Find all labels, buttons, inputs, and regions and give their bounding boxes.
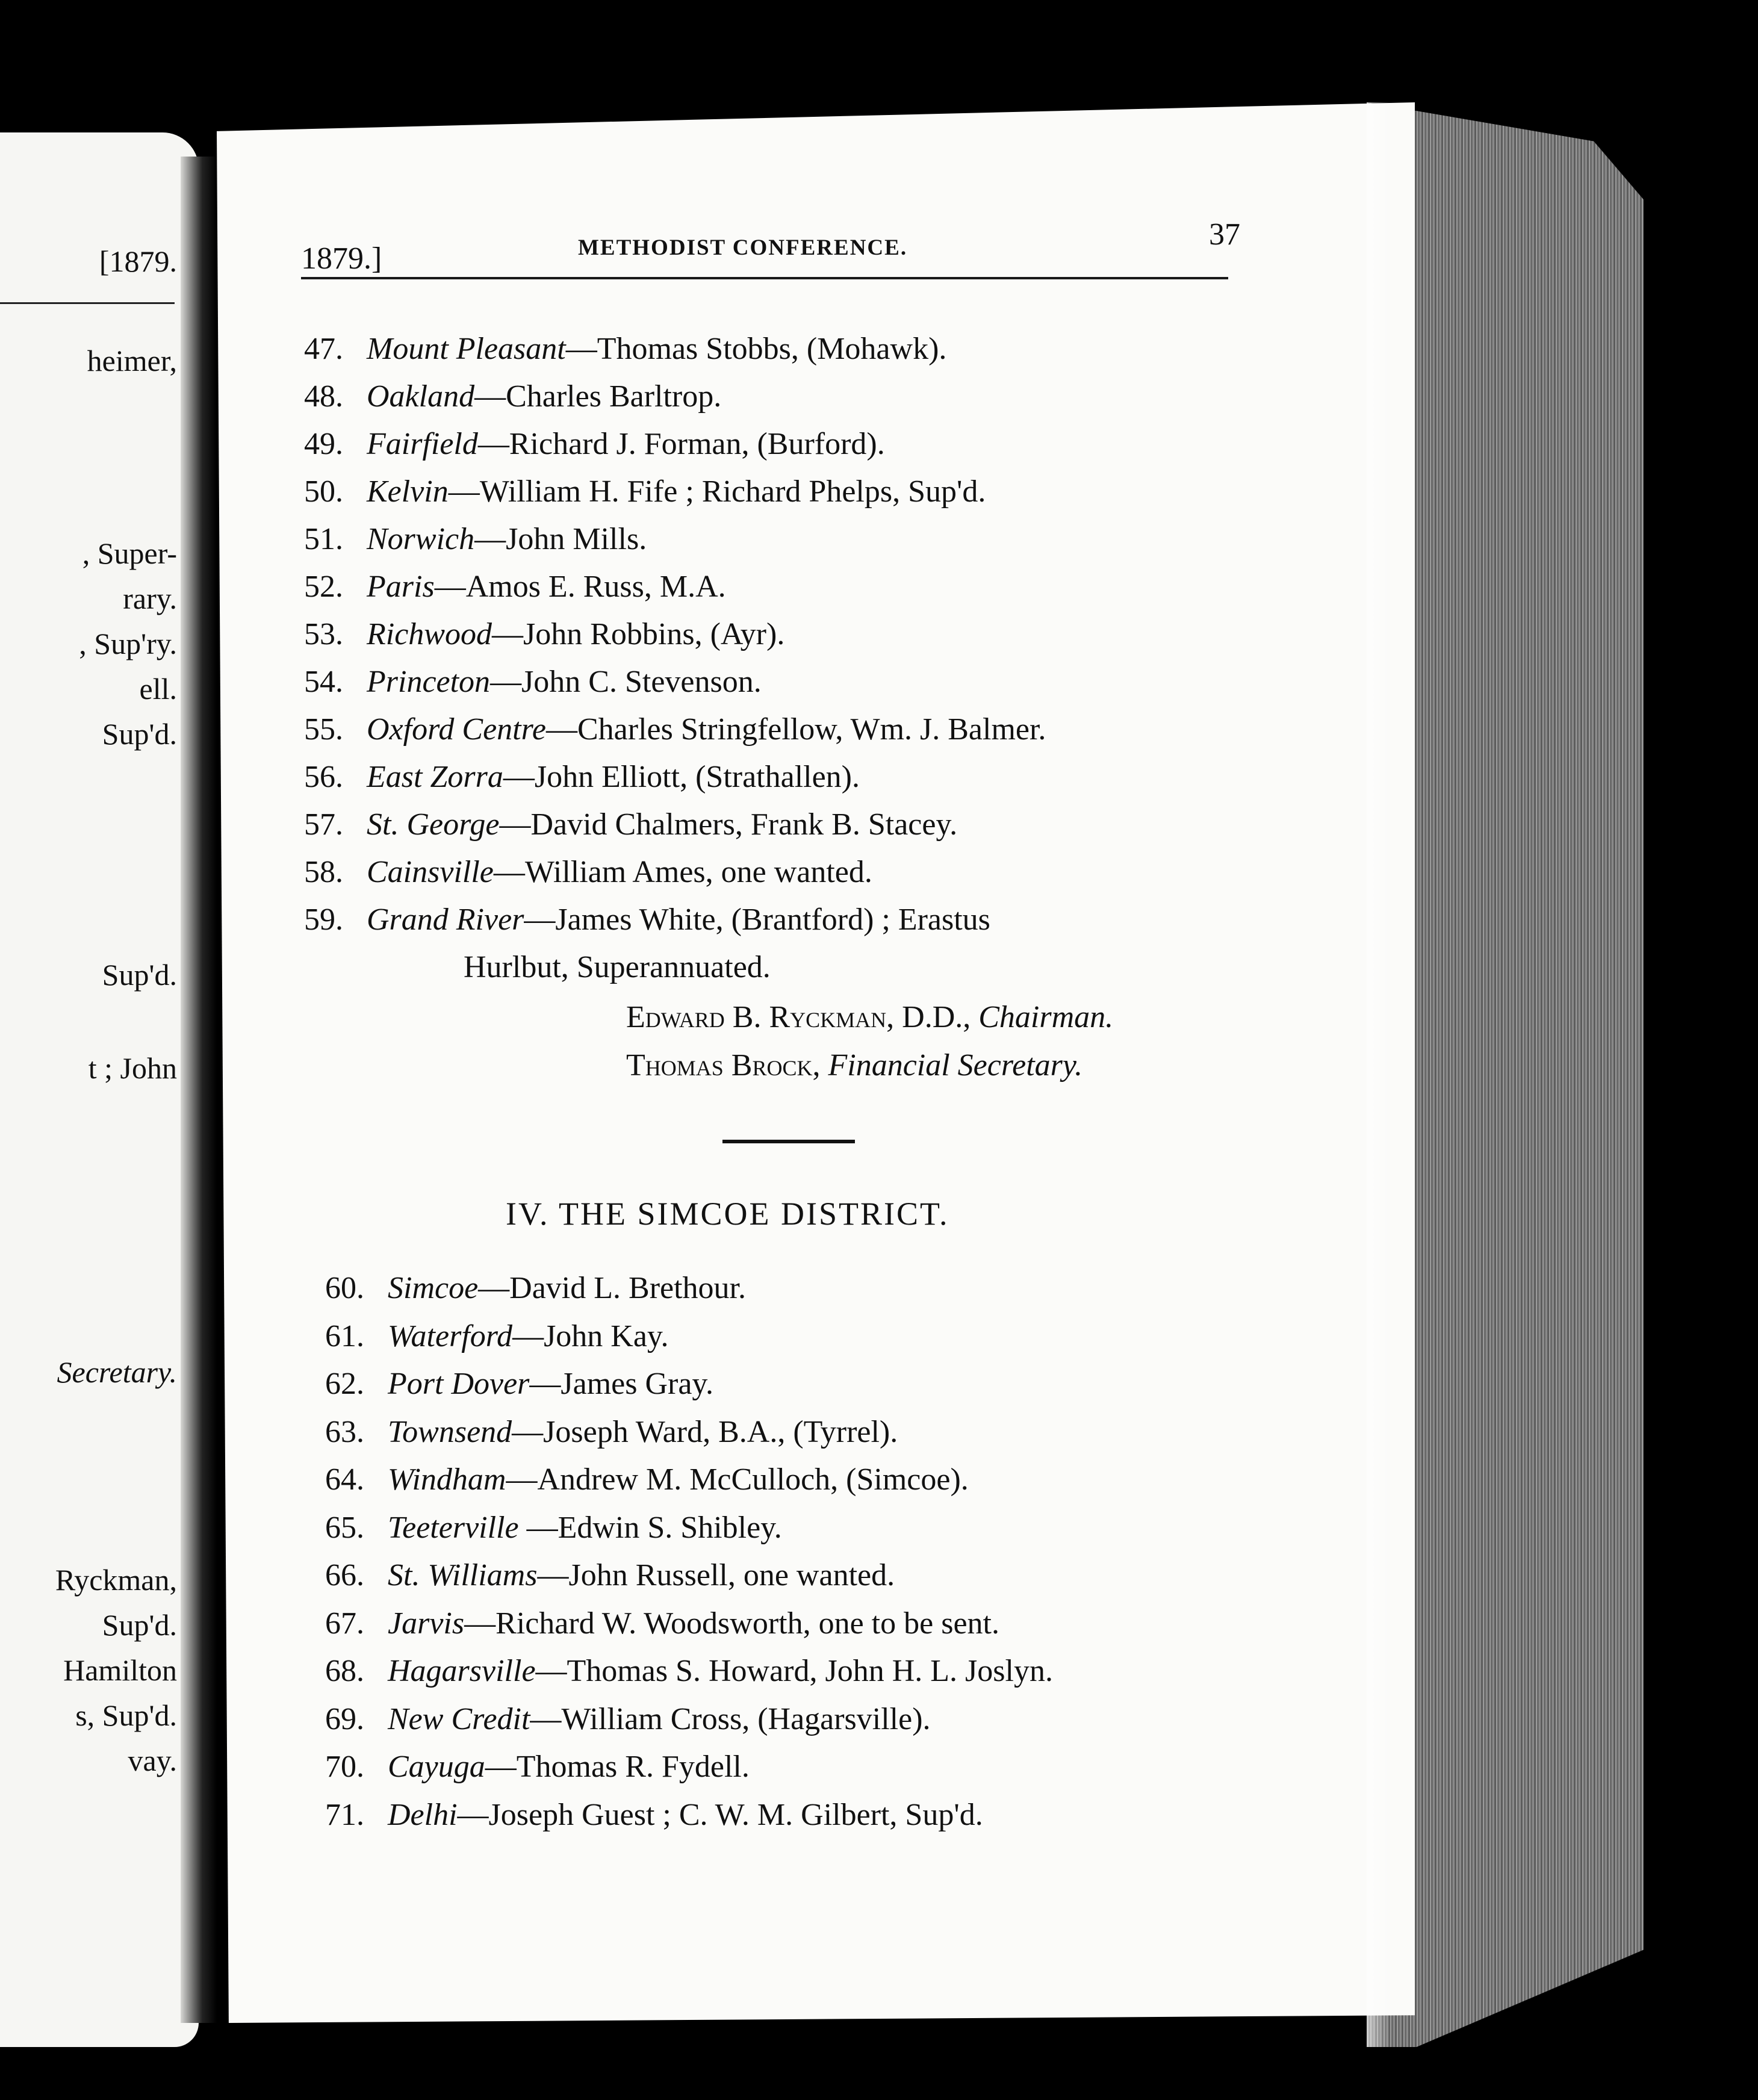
entry-place: Fairfield [367,427,478,461]
entry-appointment: —William H. Fife ; Richard Phelps, Sup'd. [448,474,986,509]
left-fragment: vay. [128,1744,177,1777]
entry-place: Waterford [388,1319,513,1353]
entry-place: Cainsville [367,855,494,889]
entry-number: 53. [304,617,343,651]
entry-appointment: —William Cross, (Hagarsville). [530,1701,931,1736]
list-item [325,1791,1349,1839]
signature-name: Edward B. Ryckman [626,1000,887,1034]
circuit-list-district-iii [304,325,1328,991]
entry-number: 47. [304,332,343,366]
entry-appointment: —Joseph Guest ; C. W. M. Gilbert, Sup'd. [457,1797,983,1832]
entry-appointment: —John Mills. [474,522,647,556]
entry-place: Townsend [388,1414,512,1449]
entry-number: 67. [325,1606,364,1641]
entry-number: 64. [325,1462,364,1497]
list-item [304,658,1328,706]
entry-appointment: —Thomas R. Fydell. [485,1750,750,1784]
entry-appointment: —Richard W. Woodsworth, one to be sent. [464,1606,999,1641]
list-item [325,1456,1349,1504]
entry-number: 52. [304,570,343,604]
header-title: METHODIST CONFERENCE. [578,235,908,260]
list-item [325,1695,1349,1744]
left-fragment: , Super- [82,536,177,570]
entry-place: Paris [367,570,435,604]
entry-appointment: —Joseph Ward, B.A., (Tyrrel). [512,1414,898,1449]
list-item [325,1647,1349,1695]
page-edge-shade [1367,102,1391,2047]
entry-number: 60. [325,1271,364,1305]
left-fragment: t ; John [88,1051,177,1085]
running-header [301,217,1240,276]
entry-number: 59. [304,902,343,937]
entry-number: 50. [304,474,343,509]
header-year: 1879.] [301,241,382,276]
entry-number: 57. [304,807,343,842]
signatures [626,993,1113,1090]
left-fragment: Hamilton [63,1653,177,1687]
entry-number: 48. [304,379,343,414]
entry-number: 66. [325,1558,364,1592]
entry-appointment: —John Elliott, (Strathallen). [503,760,860,794]
entry-place: Simcoe [388,1271,479,1305]
list-item [304,848,1328,896]
left-fragment: rary. [123,582,177,615]
entry-number: 71. [325,1797,364,1832]
list-item [304,325,1328,373]
signature-chairman [626,993,1113,1042]
left-fragment: Ryckman, [55,1563,177,1597]
page-number: 37 [1209,217,1240,252]
list-item [304,753,1328,801]
left-fragment: heimer, [87,344,177,377]
entry-number: 70. [325,1750,364,1784]
entry-number: 58. [304,855,343,889]
entry-place: St. George [367,807,500,842]
list-item [325,1743,1349,1791]
entry-number: 56. [304,760,343,794]
list-item [304,896,1328,943]
entry-place: Port Dover [388,1367,530,1401]
signature-financial-secretary [626,1042,1113,1090]
entry-number: 63. [325,1414,364,1449]
entry-place: New Credit [388,1701,530,1736]
list-item [325,1264,1349,1312]
entry-appointment: —Edwin S. Shibley. [518,1510,782,1545]
list-item [325,1360,1349,1408]
section-divider [722,1140,855,1143]
entry-appointment: —Thomas Stobbs, (Mohawk). [565,332,947,366]
entry-place: Cayuga [388,1750,485,1784]
entry-appointment: —Charles Barltrop. [474,379,722,414]
list-item [304,801,1328,848]
entry-appointment: —David L. Brethour. [478,1271,746,1305]
book-gutter [181,157,217,2023]
entry-appointment: —John Robbins, (Ayr). [491,617,785,651]
entry-appointment: —James White, (Brantford) ; Erastus [524,902,990,937]
left-page-header: [1879. [99,244,177,278]
signature-role: Chairman. [978,1000,1114,1034]
signature-role: Financial Secretary. [828,1048,1083,1083]
entry-place: Norwich [367,522,475,556]
list-item [304,468,1328,515]
entry-place: Jarvis [388,1606,465,1641]
left-fragment: s, Sup'd. [75,1698,177,1732]
entry-place: Windham [388,1462,506,1497]
entry-place: Grand River [367,902,524,937]
entry-place: Mount Pleasant [367,332,566,366]
entry-number: 49. [304,427,343,461]
entry-number: 62. [325,1367,364,1401]
entry-appointment: —John Kay. [512,1319,669,1353]
header-rule [301,277,1228,279]
entry-place: Princeton [367,665,491,699]
entry-number: 69. [325,1701,364,1736]
entry-appointment: —James Gray. [529,1367,714,1401]
list-item [304,706,1328,753]
entry-number: 55. [304,712,343,747]
circuit-list-simcoe-district [325,1264,1349,1839]
entry-place: Hagarsville [388,1654,536,1688]
left-fragment: Sup'd. [102,717,177,751]
list-item [304,420,1328,468]
list-item [325,1312,1349,1361]
list-item [325,1552,1349,1600]
signature-name: Thomas Brock [626,1048,813,1083]
entry-place: Teeterville [388,1510,519,1545]
left-page [0,132,199,2047]
left-page-rule [0,302,175,304]
entry-appointment: —Thomas S. Howard, John H. L. Joslyn. [535,1654,1053,1688]
list-item [304,515,1328,563]
entry-appointment: —Amos E. Russ, M.A. [434,570,726,604]
list-item [304,610,1328,658]
entry-number: 61. [325,1319,364,1353]
entry-appointment: —John Russell, one wanted. [537,1558,895,1592]
left-fragment: , Sup'ry. [79,627,177,660]
entry-place: Oxford Centre [367,712,546,747]
signature-middle: , [812,1048,828,1083]
left-fragment: Sup'd. [102,1608,177,1642]
entry-place: East Zorra [367,760,503,794]
entry-place: Kelvin [367,474,449,509]
left-fragment: Secretary. [57,1355,177,1389]
entry-number: 68. [325,1654,364,1688]
left-fragment: Sup'd. [102,958,177,992]
left-fragment: ell. [139,672,177,706]
list-item [325,1600,1349,1648]
list-item [325,1408,1349,1456]
entry-appointment: —Andrew M. McCulloch, (Simcoe). [506,1462,969,1497]
entry-appointment: —Richard J. Forman, (Burford). [477,427,885,461]
entry-appointment: —William Ames, one wanted. [493,855,872,889]
entry-continuation: Hurlbut, Superannuated. [464,950,771,984]
entry-number: 51. [304,522,343,556]
entry-number: 54. [304,665,343,699]
entry-appointment: —John C. Stevenson. [490,665,762,699]
section-title: IV. THE SIMCOE DISTRICT. [506,1196,949,1232]
list-item [304,373,1328,420]
signature-middle: , D.D., [886,1000,979,1034]
list-item [325,1504,1349,1552]
entry-appointment: —David Chalmers, Frank B. Stacey. [499,807,958,842]
entry-number: 65. [325,1510,364,1545]
entry-place: Oakland [367,379,475,414]
entry-appointment: —Charles Stringfellow, Wm. J. Balmer. [545,712,1046,747]
list-item [304,563,1328,610]
entry-place: St. Williams [388,1558,538,1592]
entry-place: Delhi [388,1797,458,1832]
entry-place: Richwood [367,617,492,651]
